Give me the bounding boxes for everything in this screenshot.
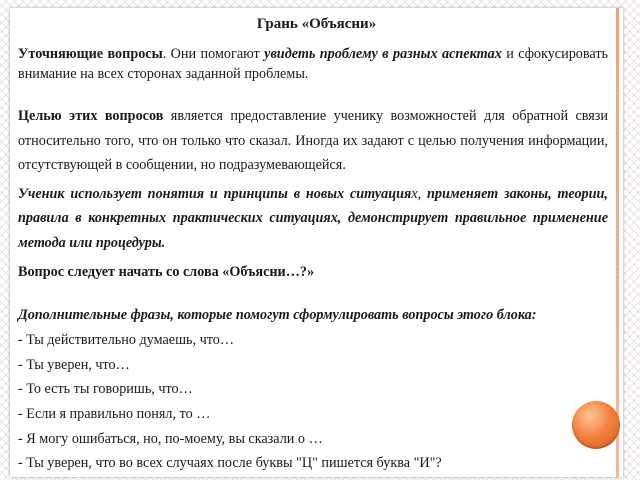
- orange-circle-decoration: [572, 401, 620, 449]
- list-item: - То есть ты говоришь, что…: [18, 381, 193, 398]
- list-item: - Если я правильно понял, то …: [18, 406, 211, 423]
- clarifying-questions-label: Уточняющие вопросы: [18, 46, 163, 62]
- slide: [10, 8, 623, 477]
- list-item: - Ты уверен, что…: [18, 356, 130, 373]
- purpose-label: Целью этих вопросов: [18, 108, 164, 124]
- slide-title: Грань «Объясни»: [256, 16, 377, 32]
- paragraph-student-skills: Ученик использует понятия и принципы в новых ситуациях, применяет законы, теории, правила в конкретных практических ситуациях, демонстрирует правильное применение метода или процедуры.: [18, 185, 608, 251]
- paragraph-purpose: Целью этих вопросов является предоставление ученику возможностей для обратной связи относительно того, что он только что сказал. Иногда их задают с целью получения информации, отсутствующей в сообщении, но подразумевающейся.: [18, 108, 608, 173]
- list-item: - Ты действительно думаешь, что…: [18, 332, 235, 348]
- emphasis-text: увидеть проблему в разных аспектах: [264, 46, 502, 62]
- slide-content: [18, 44, 608, 476]
- paragraph-clarifying-questions: Уточняющие вопросы. Они помогают увидеть проблему в разных аспектах и сфокусировать внимание на всех сторонах заданной проблемы.: [18, 46, 608, 82]
- paragraph-additional-phrases: Дополнительные фразы, которые помогут сформулировать вопросы этого блока:: [18, 307, 537, 323]
- phrase-list: [18, 328, 608, 476]
- list-item: - Я могу ошибаться, но, по-моему, вы сказали о …: [18, 430, 323, 447]
- slide-border-decoration: [616, 8, 619, 477]
- list-item: - Ты уверен, что во всех случаях после буквы "Ц" пишется буква "И"?: [18, 455, 442, 472]
- paragraph-question-start: Вопрос следует начать со слова «Объясни…?»: [18, 264, 315, 280]
